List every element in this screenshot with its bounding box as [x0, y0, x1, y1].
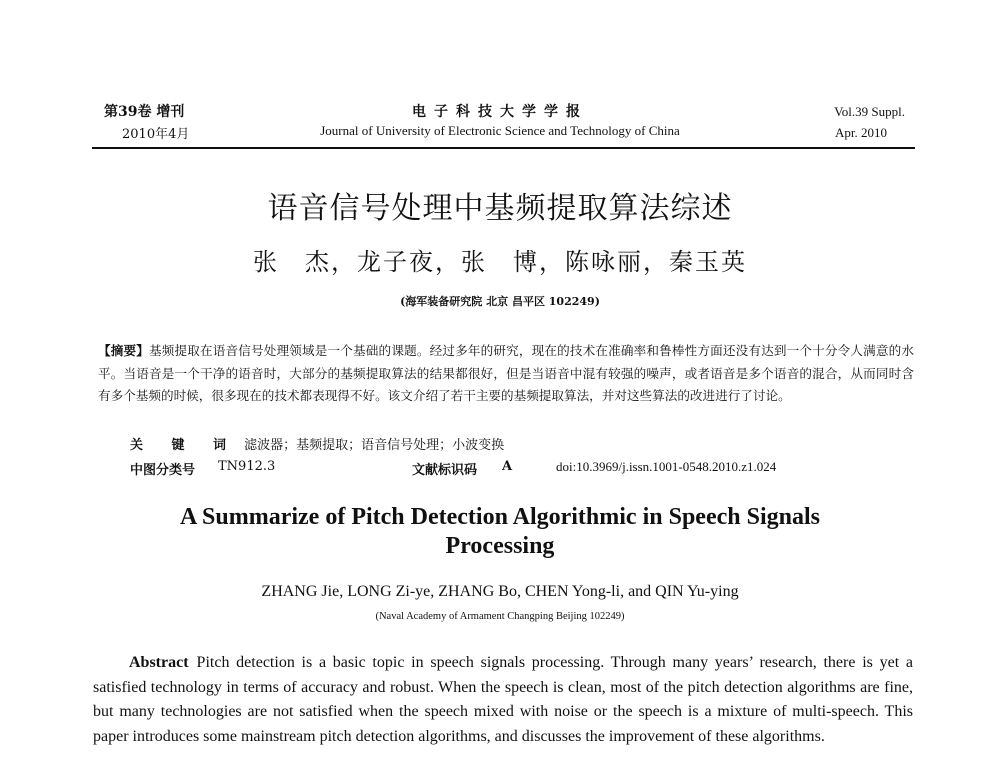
paper-title-cn: 语音信号处理中基频提取算法综述 [267, 191, 733, 226]
authors-en: ZHANG Jie, LONG Zi-ye, ZHANG Bo, CHEN Yong-li, and QIN Yu-ying [261, 583, 739, 600]
abstract-text-en: Pitch detection is a basic topic in speech signals processing. Through many years’ research, there is yet a satisfied technology in terms of accuracy and robust. When the speech is clean, most of the pitch detection algorithms are fine, but many technologies are not satisfied when the speech mixed with noise or the speech is a mixture of multi-speech. This paper introduces some mainstream pitch detection algorithms, and discusses the improvement of these algorithms. [93, 654, 913, 745]
document-code-label: 文献标识码 [412, 463, 478, 478]
abstract-cn [98, 340, 914, 408]
affiliation-cn: (海军装备研究院 北京 昌平区 102249) [400, 295, 600, 308]
keywords-cn [130, 434, 504, 453]
journal-name-cn: 电子科技大学学报 [412, 104, 588, 120]
doi: doi:10.3969/j.issn.1001-0548.2010.z1.024 [556, 459, 777, 474]
publication-date-en: Apr. 2010 [835, 125, 887, 140]
authors-cn: 张 杰，龙子夜，张 博，陈咏丽，秦玉英 [253, 248, 747, 276]
affiliation-en: (Naval Academy of Armament Changping Beijing 102249) [375, 611, 625, 622]
class-number-label: 中图分类号 [130, 463, 196, 478]
header-divider [92, 147, 915, 149]
abstract-en [93, 651, 913, 749]
class-number-value: TN912.3 [218, 459, 276, 474]
abstract-label-cn: 【摘要】 [98, 343, 150, 358]
keywords-label-cn: 关 键 词 [130, 438, 239, 453]
publication-date-cn: 2010年4月 [122, 127, 190, 142]
volume-issue-en: Vol.39 Suppl. [834, 104, 905, 119]
paper-title-en: A Summarize of Pitch Detection Algorithmic in Speech Signals Processing [180, 504, 820, 559]
document-code-value: A [502, 459, 513, 474]
volume-issue-cn: 第39卷 增刊 [104, 104, 185, 120]
journal-name-en: Journal of University of Electronic Science and Technology of China [320, 123, 680, 138]
abstract-label-en: Abstract [129, 654, 189, 671]
keywords-text-cn: 滤波器；基频提取；语音信号处理；小波变换 [244, 438, 505, 453]
abstract-text-cn: 基频提取在语音信号处理领域是一个基础的课题。经过多年的研究，现在的技术在准确率和鲁棒性方面还没有达到一个十分令人满意的水平。当语音是一个干净的语音时，大部分的基频提取算法的结果都很好，但是当语音中混有较强的噪声，或者语音是多个语音的混合，从而同时含有多个基频的时候，很多现在的技术都表现得不好。该文介绍了若干主要的基频提取算法，并对这些算法的改进进行了讨论。 [98, 343, 915, 404]
